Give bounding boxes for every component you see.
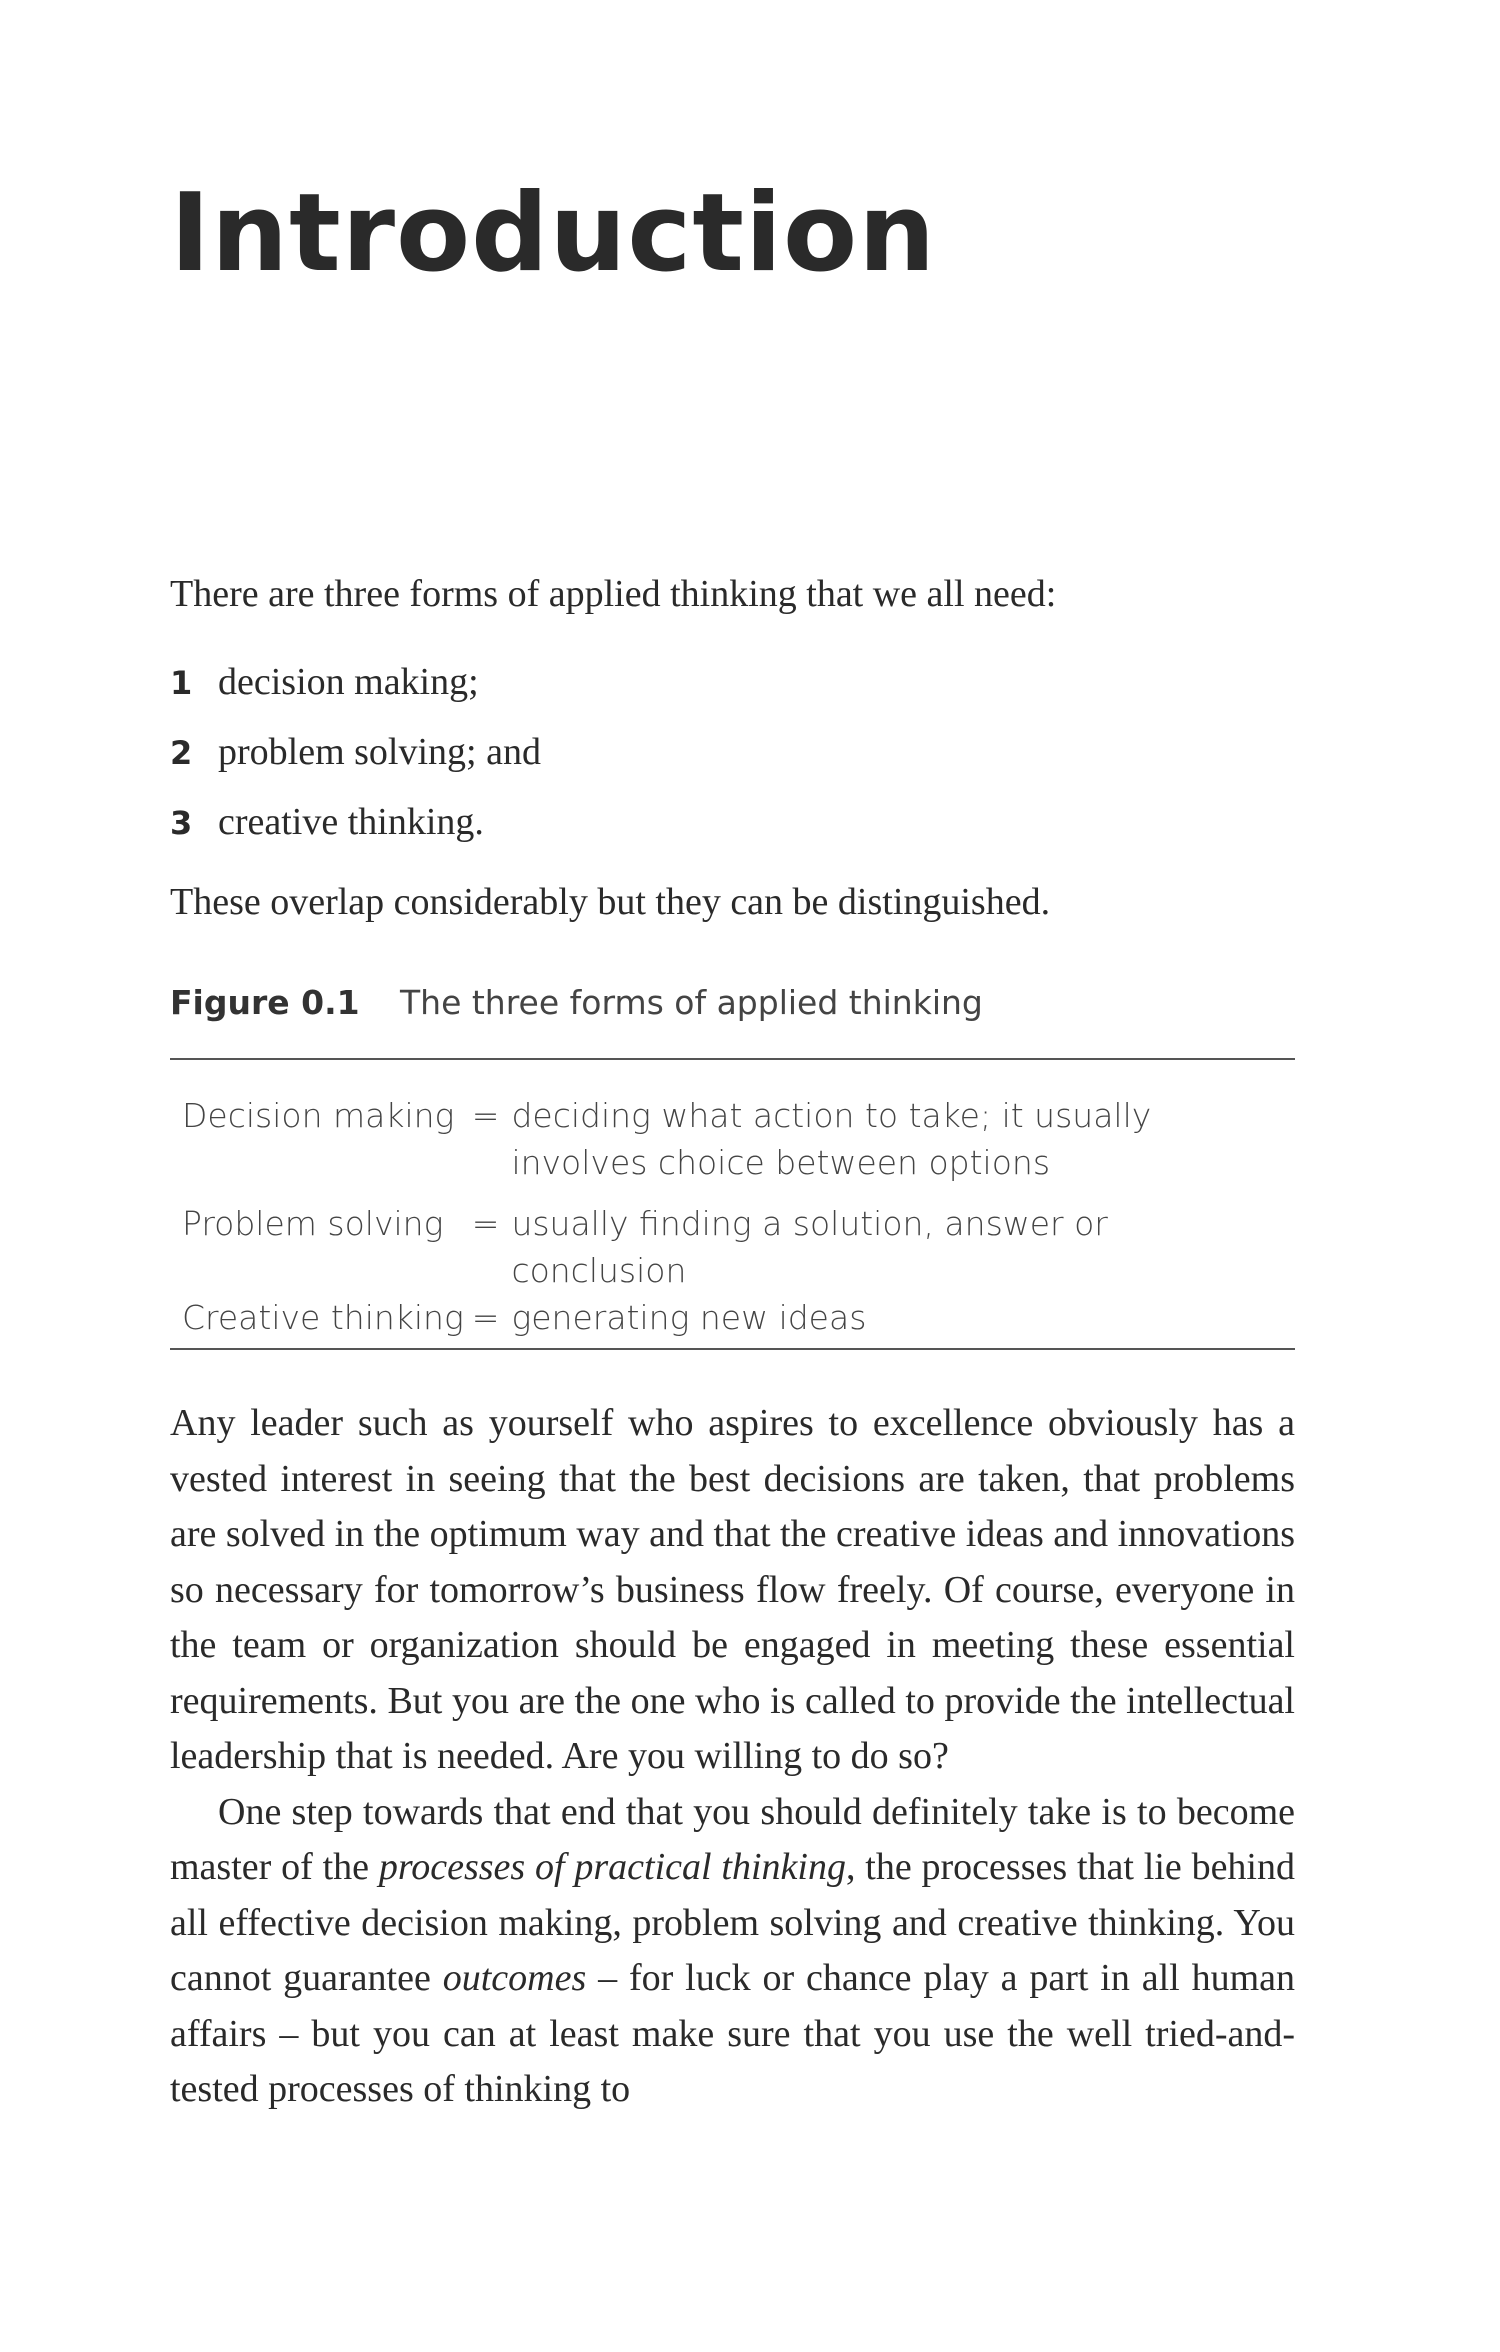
lead-sentence: There are three forms of applied thinking that we all need:: [170, 573, 1057, 615]
list-item: [170, 656, 541, 726]
table-row: [182, 1294, 1271, 1354]
table-row: [182, 1200, 1271, 1294]
emphasis-text: processes of practical thinking: [378, 1846, 846, 1888]
equals-sign: =: [471, 1204, 500, 1243]
forms-list: [170, 656, 541, 866]
definition-term: Decision making: [182, 1096, 455, 1135]
definition-term: Problem solving: [182, 1204, 444, 1243]
figure-bottom-rule: [170, 1348, 1295, 1350]
paragraph-text: – for luck or chance play a part in all human affairs – but you can at least make sure that you use the well tried-and-tested processes of thinking to: [170, 1957, 1296, 2110]
equals-sign: =: [471, 1298, 500, 1337]
definition-text: usually finding a solution, answer or conclusion: [511, 1204, 1108, 1290]
list-item: [170, 726, 541, 796]
paragraph: Any leader such as yourself who aspires to excellence obviously has a vested interest in seeing that the best decisions are taken, that problems are solved in the optimum way and that the creative ideas and innovations so necessary for tomorrow’s business flow freely. Of course, everyone in the team or organization should be engaged in meeting these essential requirements. But you are the one who is called to provide the intellectual leadership that is needed. Are you willing to do so?: [170, 1402, 1295, 1777]
body-text: [170, 1396, 1295, 2118]
figure-title: The three forms of applied thinking: [400, 983, 983, 1022]
figure-top-rule: [170, 1058, 1295, 1060]
figure-caption: [170, 983, 983, 1022]
paragraph-text: , the processes that lie behind all effective decision making, problem solving and creative thinking. You cannot guarantee: [170, 1846, 1295, 1999]
list-number: 3: [170, 804, 193, 842]
list-text: problem solving; and: [218, 731, 541, 773]
equals-sign: =: [471, 1096, 500, 1135]
overlap-sentence: These overlap considerably but they can be distinguished.: [170, 881, 1051, 923]
list-item: [170, 796, 541, 866]
list-number: 2: [170, 734, 193, 772]
emphasis-text: outcomes: [442, 1957, 587, 1999]
chapter-title: Introduction: [170, 171, 937, 296]
book-page: [170, 0, 1295, 2352]
list-text: creative thinking.: [218, 801, 484, 843]
paragraph: [170, 1785, 1295, 2118]
definitions-table: [182, 1092, 1271, 1354]
list-text: decision making;: [218, 661, 479, 703]
definition-term: Creative thinking: [182, 1298, 464, 1337]
table-row: [182, 1092, 1271, 1200]
definition-text: generating new ideas: [511, 1298, 867, 1337]
paragraph-text: One step towards that end that you should definitely take is to become master of the: [170, 1790, 1295, 1888]
list-number: 1: [170, 664, 193, 702]
figure-label: Figure 0.1: [170, 983, 360, 1022]
definition-text: deciding what action to take; it usually involves choice between options: [511, 1096, 1152, 1182]
